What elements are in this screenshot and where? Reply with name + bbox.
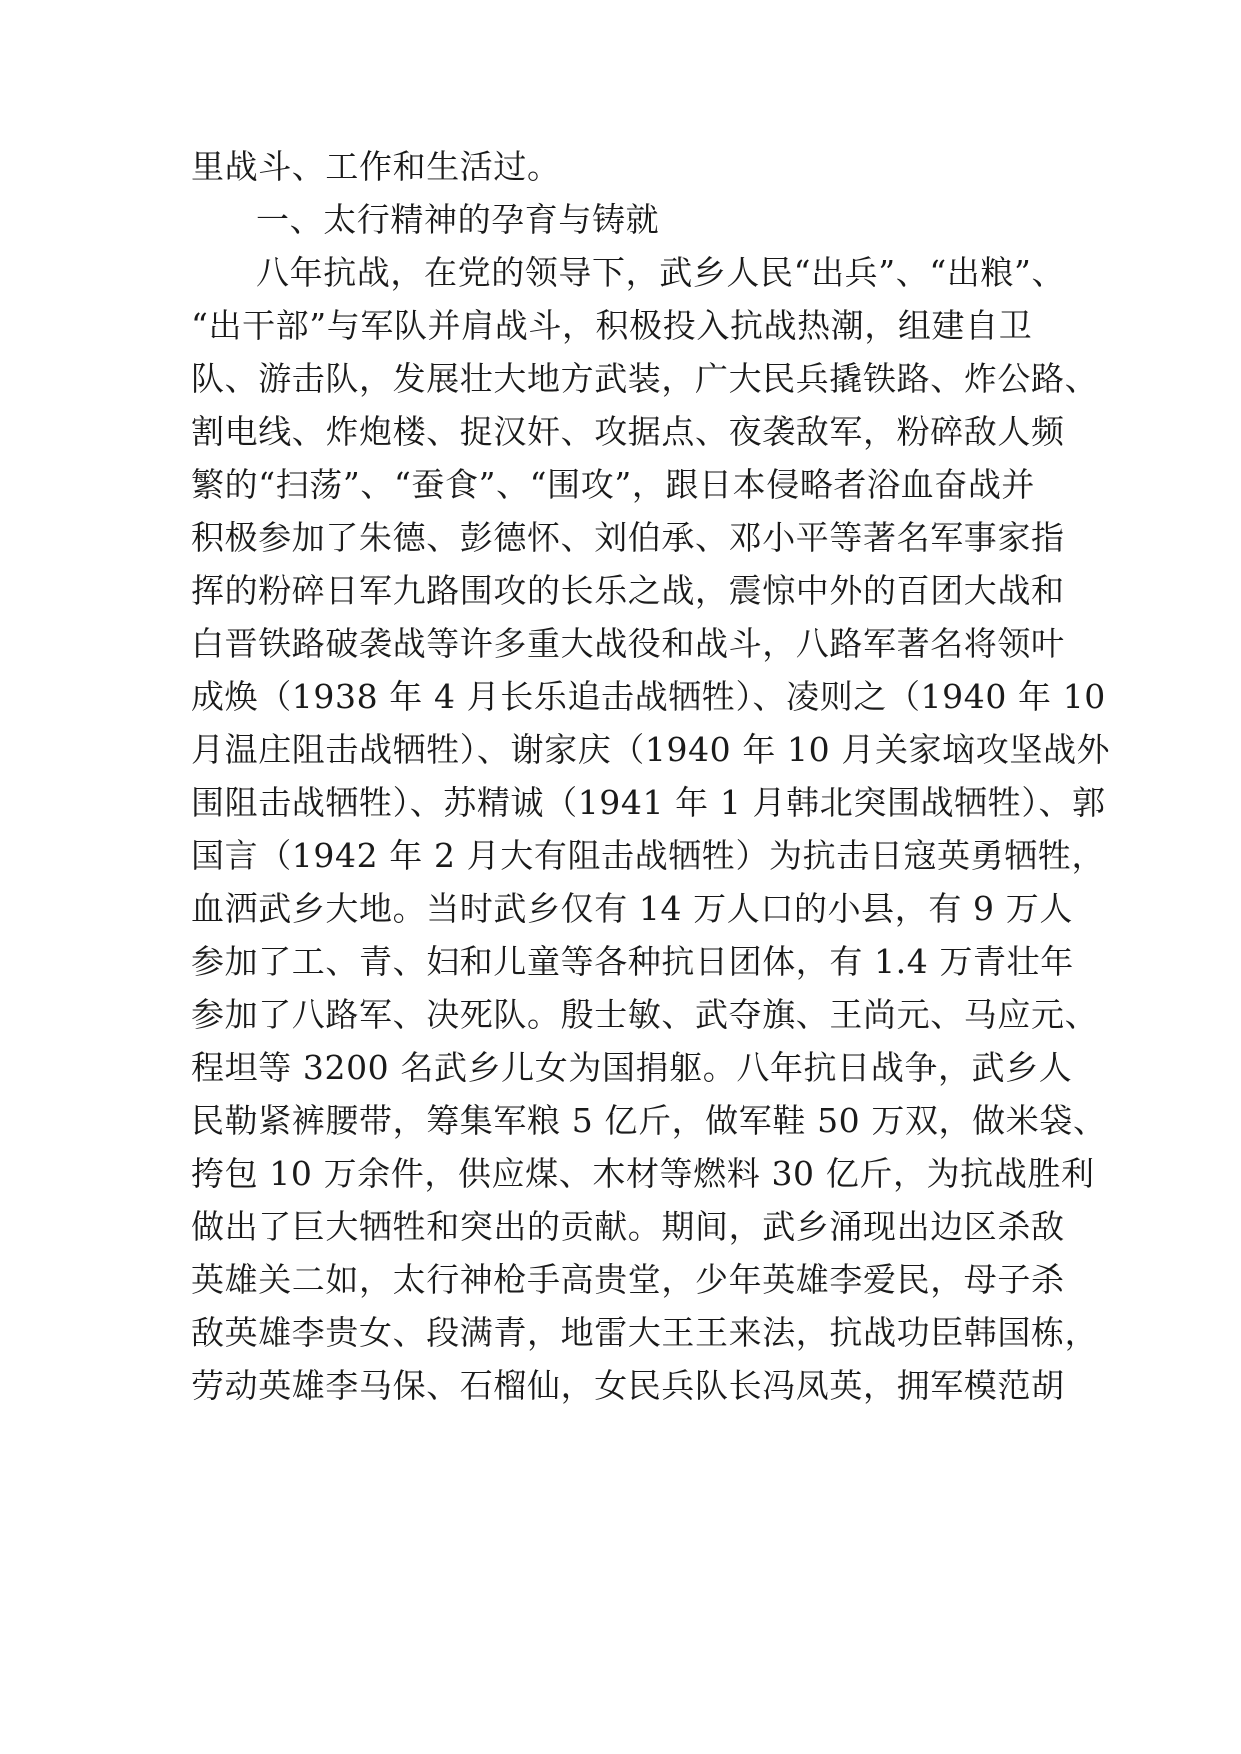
text-line: 八年抗战，在党的领导下，武乡人民“出兵”、“出粮”、: [256, 253, 1066, 292]
text-line: 参加了八路军、决死队。殷士敏、武夺旗、王尚元、马应元、: [191, 995, 1099, 1034]
text-line: 围阻击战牺牲）、苏精诚（1941 年 1 月韩北突围战牺牲）、郭: [191, 783, 1106, 822]
text-line: 月温庄阻击战牺牲）、谢家庆（1940 年 10 月关家垴攻坚战外: [191, 730, 1111, 769]
section-heading: 一、太行精神的孕育与铸就: [256, 200, 660, 239]
text-line: 程坦等 3200 名武乡儿女为国捐躯。八年抗日战争，武乡人: [191, 1048, 1073, 1087]
text-line: 做出了巨大牺牲和突出的贡献。期间，武乡涌现出边区杀敌: [191, 1207, 1065, 1246]
text-line: 积极参加了朱德、彭德怀、刘伯承、邓小平等著名军事家指: [191, 518, 1065, 557]
text-line: 参加了工、青、妇和儿童等各种抗日团体，有 1.4 万青壮年: [191, 942, 1074, 981]
text-line: 血洒武乡大地。当时武乡仅有 14 万人口的小县，有 9 万人: [191, 889, 1073, 928]
text-line: 挎包 10 万余件，供应煤、木材等燃料 30 亿斤，为抗战胜利: [191, 1154, 1095, 1193]
text-line: 英雄关二如，太行神枪手高贵堂，少年英雄李爱民，母子杀: [191, 1260, 1065, 1299]
text-line: 割电线、炸炮楼、捉汉奸、攻据点、夜袭敌军，粉碎敌人频: [191, 412, 1065, 451]
text-line: 繁的“扫荡”、“蚕食”、“围攻”，跟日本侵略者浴血奋战并: [191, 465, 1036, 504]
text-line: 队、游击队，发展壮大地方武装，广大民兵撬铁路、炸公路、: [191, 359, 1099, 398]
text-line: 白晋铁路破袭战等许多重大战役和战斗，八路军著名将领叶: [191, 624, 1065, 663]
text-line: 劳动英雄李马保、石榴仙，女民兵队长冯凤英，拥军模范胡: [191, 1366, 1065, 1405]
text-line: 民勒紧裤腰带，筹集军粮 5 亿斤，做军鞋 50 万双，做米袋、: [191, 1101, 1107, 1140]
text-line: 挥的粉碎日军九路围攻的长乐之战，震惊中外的百团大战和: [191, 571, 1065, 610]
text-line: 国言（1942 年 2 月大有阻击战牺牲）为抗击日寇英勇牺牲，: [191, 836, 1106, 875]
text-line: “出干部”与军队并肩战斗，积极投入抗战热潮，组建自卫: [191, 306, 1033, 345]
text-line: 敌英雄李贵女、段满青，地雷大王王来法，抗战功臣韩国栋，: [191, 1313, 1099, 1352]
text-line: 里战斗、工作和生活过。: [191, 147, 561, 186]
text-line: 成焕（1938 年 4 月长乐追击战牺牲）、凌则之（1940 年 10: [191, 677, 1106, 716]
